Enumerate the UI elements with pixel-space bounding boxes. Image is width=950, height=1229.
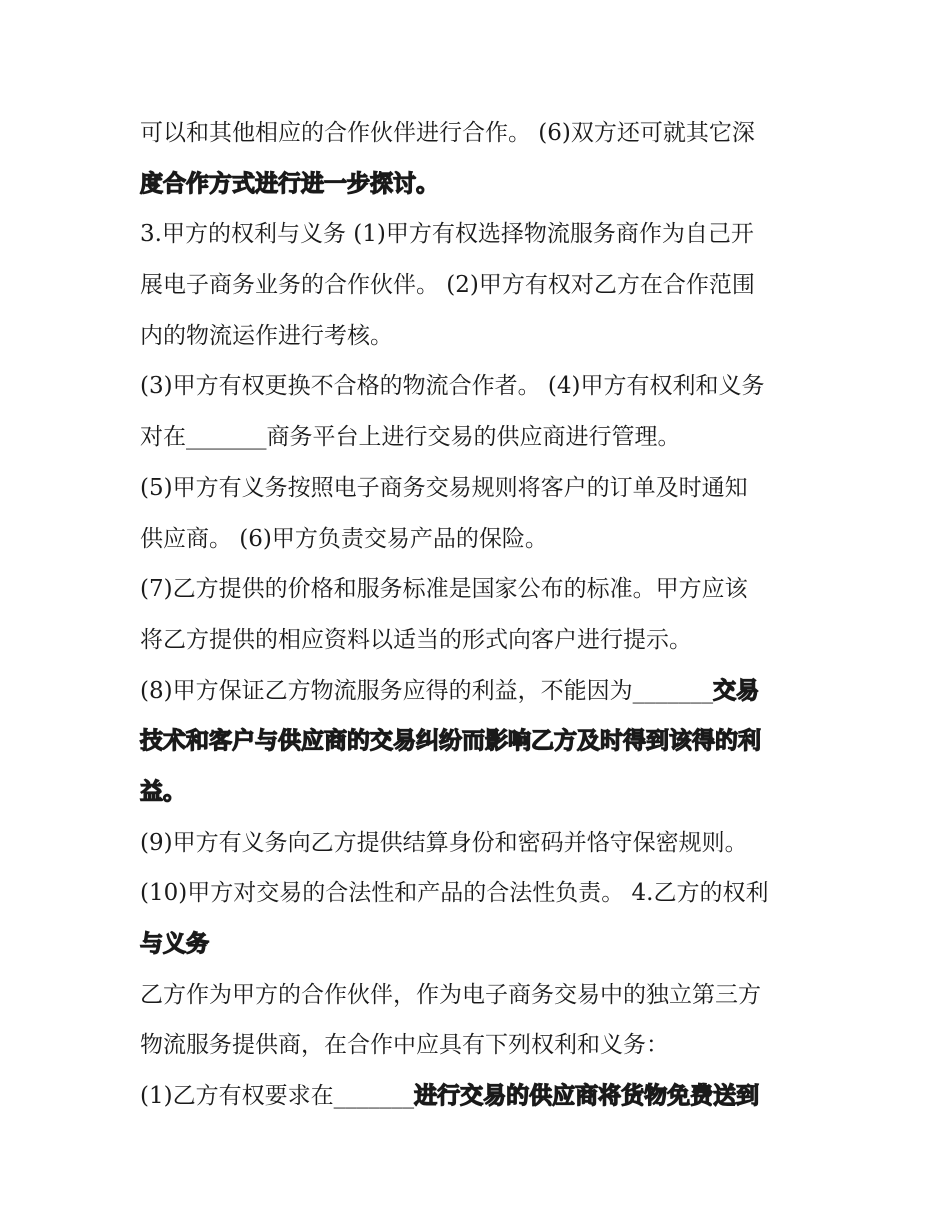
text-segment: 供应商。 (6)甲方负责交易产品的保险。: [140, 525, 548, 552]
text-line: [140, 615, 820, 666]
text-line: [140, 209, 820, 260]
text-line: [140, 1020, 820, 1071]
text-segment: (9)甲方有义务向乙方提供结算身份和密码并恪守保密规则。: [140, 829, 748, 856]
text-segment: (10)甲方对交易的合法性和产品的合法性负责。 4.乙方的权利: [140, 880, 769, 907]
text-line: [140, 919, 820, 970]
outlined-text-segment: 度合作方式进行进一步探讨。: [140, 170, 439, 197]
text-line: [140, 159, 820, 210]
text-segment: 可以和其他相应的合作伙伴进行合作。 (6)双方还可就其它深: [140, 120, 755, 146]
text-line: [140, 868, 820, 919]
text-segment: 对在_______商务平台上进行交易的供应商进行管理。: [140, 424, 681, 451]
text-segment: (5)甲方有义务按照电子商务交易规则将客户的订单及时通知: [140, 474, 748, 501]
text-line: [140, 767, 820, 818]
text-segment: (8)甲方保证乙方物流服务应得的利益，不能因为_______: [140, 677, 714, 704]
text-line: [140, 260, 820, 311]
text-segment: 乙方作为甲方的合作伙伴，作为电子商务交易中的独立第三方: [140, 981, 761, 1008]
text-line: [140, 463, 820, 514]
text-segment: 内的物流运作进行考核。: [140, 322, 393, 349]
outlined-text-segment: 技术和客户与供应商的交易纠纷而影响乙方及时得到该得的利: [140, 728, 761, 755]
text-line: [140, 514, 820, 565]
outlined-text-segment: 与义务: [140, 931, 209, 957]
outlined-text-segment: 进行交易的供应商将货物免费送到: [414, 1083, 760, 1110]
text-line: [140, 666, 820, 717]
text-segment: 展电子商务业务的合作伙伴。 (2)甲方有权对乙方在合作范围: [140, 272, 755, 299]
text-line: [140, 970, 820, 1021]
text-line: [140, 311, 820, 362]
text-line: [140, 564, 820, 615]
text-segment: (7)乙方提供的价格和服务标准是国家公布的标准。甲方应该: [140, 576, 748, 603]
text-segment: (3)甲方有权更换不合格的物流合作者。 (4)甲方有权利和义务: [140, 373, 765, 400]
text-line: [140, 108, 820, 159]
text-segment: 物流服务提供商，在合作中应具有下列权利和义务：: [140, 1032, 669, 1059]
text-segment: 3.甲方的权利与义务 (1)甲方有权选择物流服务商作为自己开: [140, 221, 754, 248]
text-line: [140, 818, 820, 869]
outlined-text-segment: 益。: [140, 778, 186, 805]
text-segment: 将乙方提供的相应资料以适当的形式向客户进行提示。: [140, 626, 692, 653]
text-line: [140, 716, 820, 767]
text-line: [140, 412, 820, 463]
document-body: [140, 108, 820, 1122]
text-line: [140, 361, 820, 412]
outlined-text-segment: 交易: [713, 677, 760, 704]
text-line: [140, 1071, 820, 1122]
text-segment: (1)乙方有权要求在_______: [140, 1083, 415, 1110]
